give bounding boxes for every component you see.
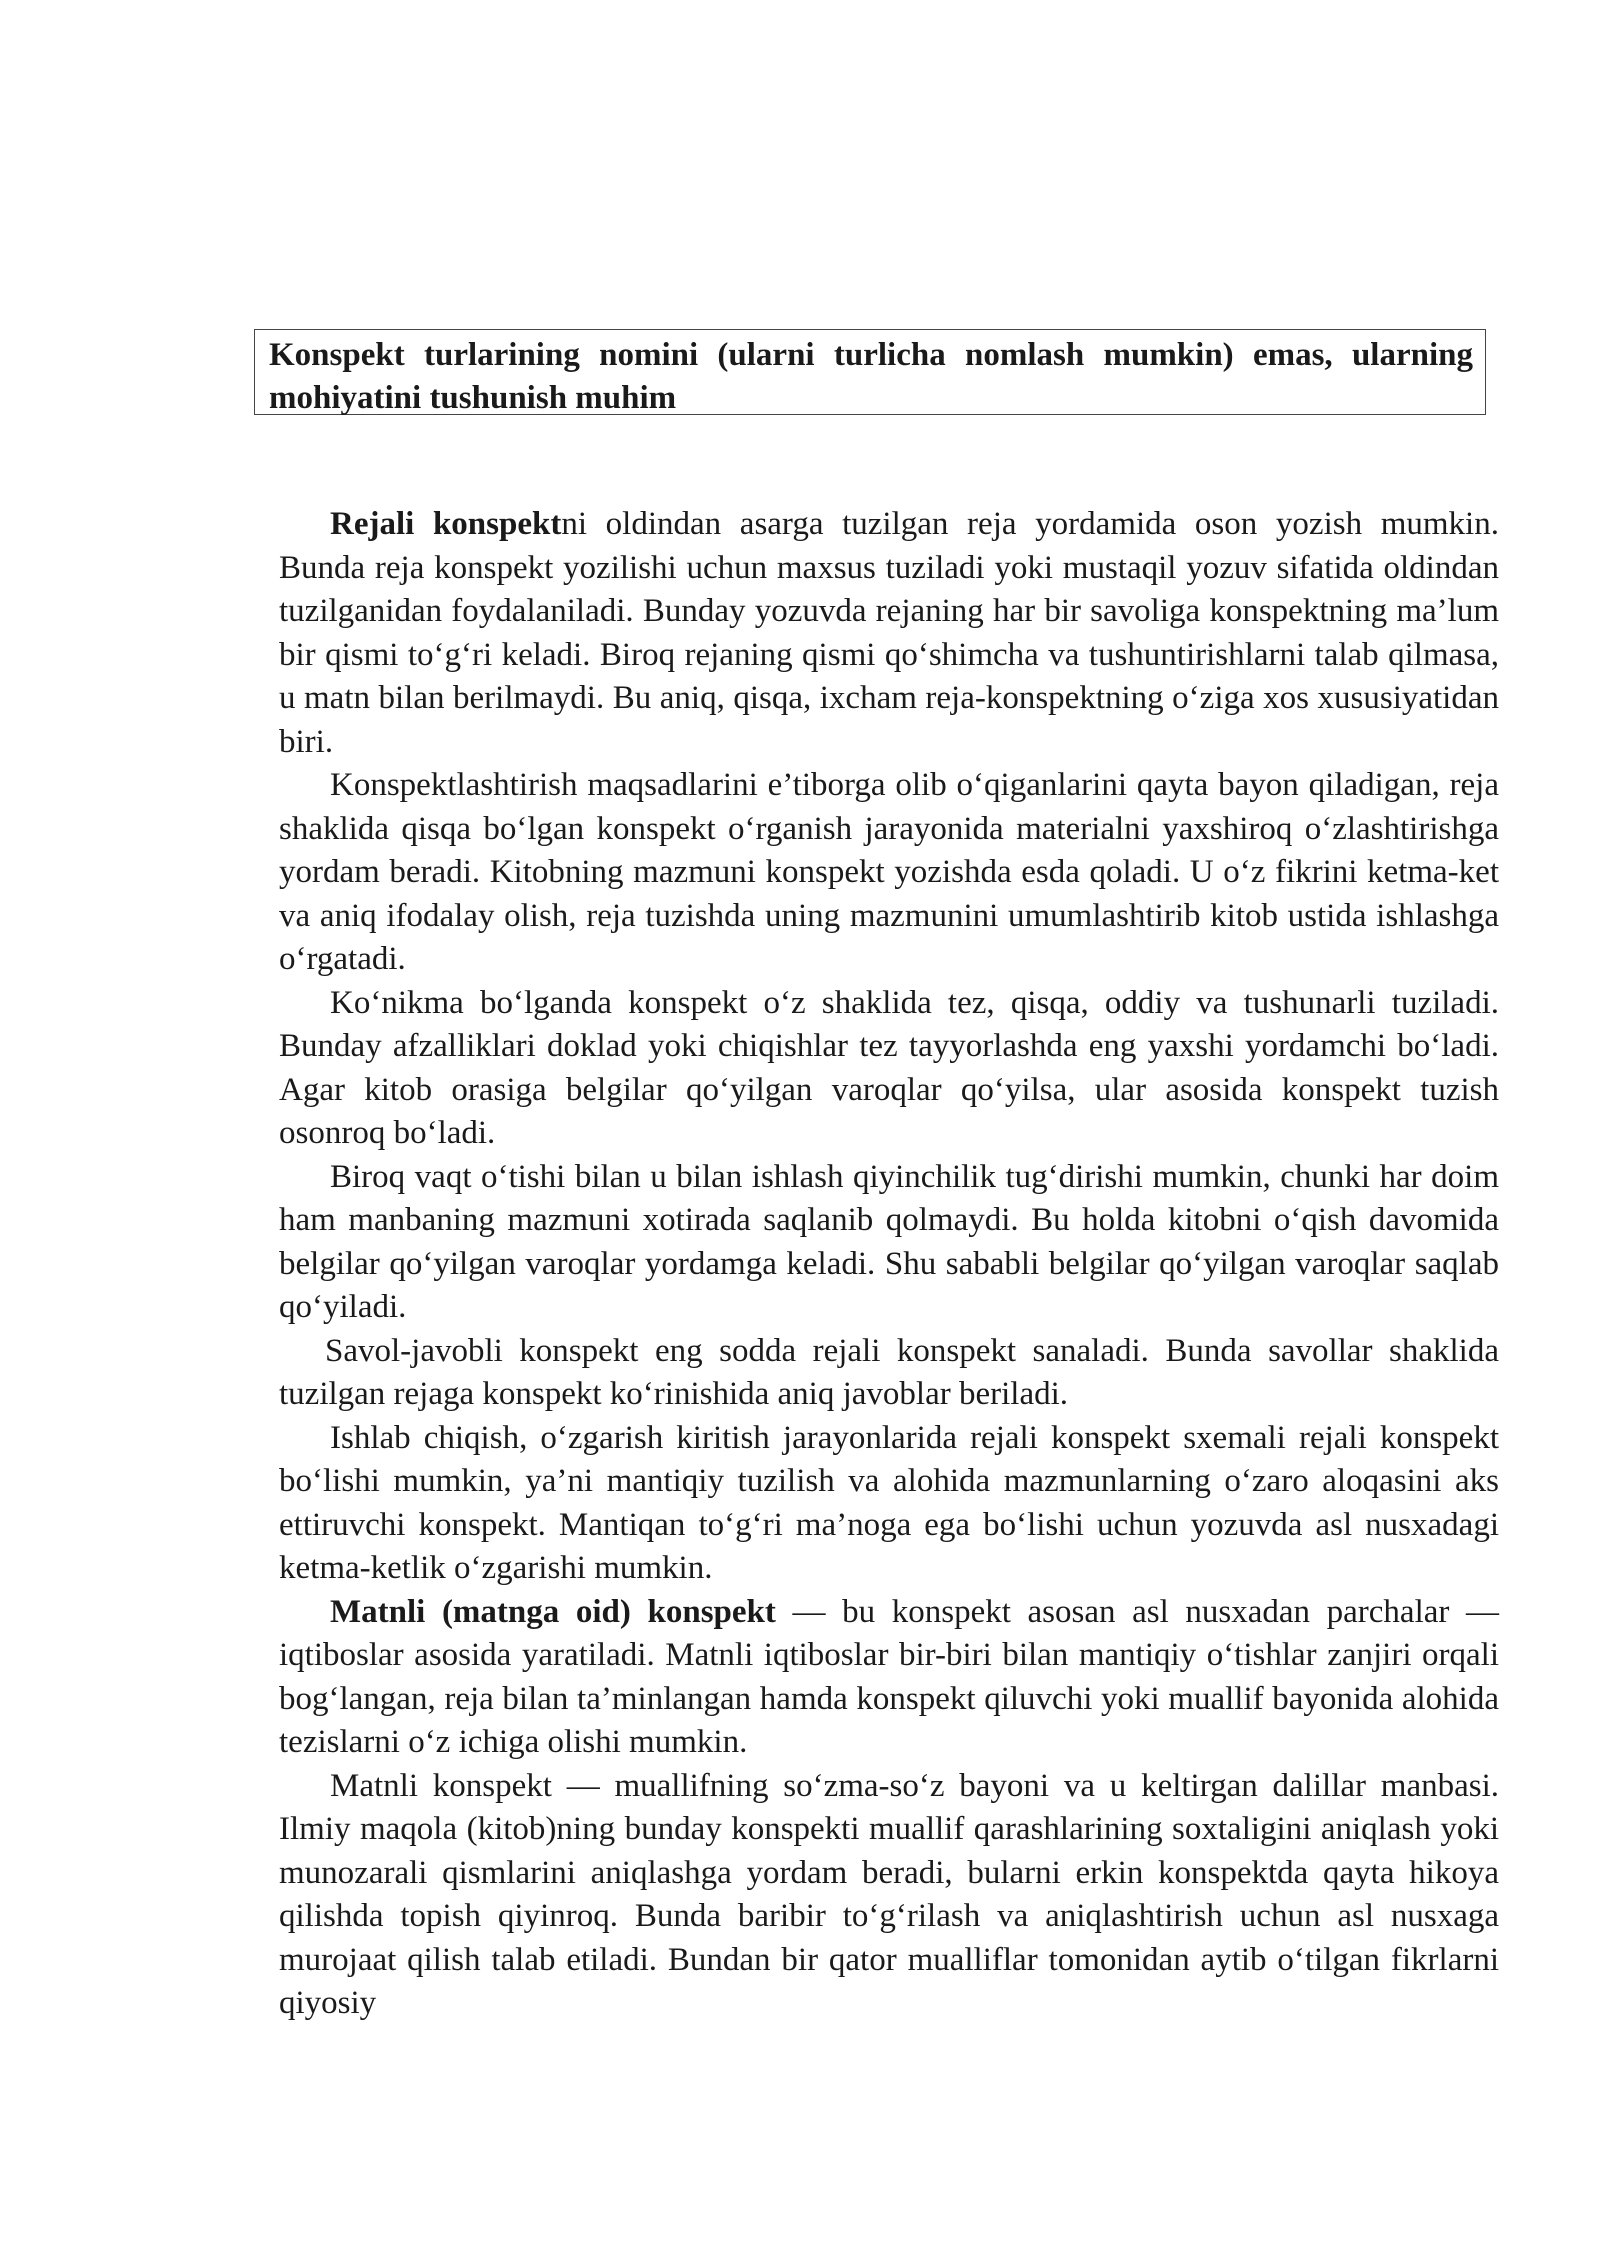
callout-text: Konspekt turlarining nomini (ularni turlicha nomlash mumkin) emas, ularning mohiyatini tushunish muhim xyxy=(269,337,1473,416)
paragraph-text: ni oldindan asarga tuzilgan reja yordamida oson yozish mumkin. Bunda reja konspekt yozilishi uchun maxsus tuziladi yoki mustaqil yozuv sifatida oldindan tuzilganidan foydalaniladi. Bunday yozuvda rejaning har bir savoliga konspektning ma’lum bir qismi to‘g‘ri keladi. Biroq rejaning qismi qo‘shimcha va tushuntirishlarni talab qilmasa, u matn bilan berilmaydi. Bu aniq, qisqa, ixcham reja-konspektning o‘ziga xos xususiyatidan biri. xyxy=(279,506,1499,760)
paragraph xyxy=(279,982,1499,1156)
paragraph-matnli xyxy=(279,1591,1499,1765)
document-body xyxy=(279,503,1499,2026)
callout-box xyxy=(254,329,1486,415)
paragraph xyxy=(279,1417,1499,1591)
paragraph xyxy=(279,1330,1499,1417)
paragraph-text: — bu konspekt asosan asl nusxadan parchalar — iqtiboslar asosida yaratiladi. Matnli iqtiboslar bir-biri bilan mantiqiy o‘tishlar zanjiri orqali bog‘langan, reja bilan ta’minlangan hamda konspekt qiluvchi yoki muallif bayonida alohida tezislarni o‘z ichiga olishi mumkin. xyxy=(279,1593,1499,1760)
paragraph-rejali xyxy=(279,503,1499,764)
paragraph-text: Matnli konspekt — muallifning so‘zma-so‘z bayoni va u keltirgan dalillar manbasi. Ilmiy maqola (kitob)ning bunday konspekti muallif qarashlarining soxtaligini aniqlash yoki munozarali qismlarini aniqlashga yordam beradi, bularni erkin konspektda qayta hikoya qilishda topish qiyinroq. Bunda baribir to‘g‘rilash va aniqlashtirish uchun asl nusxaga murojaat qilish talab etiladi. Bundan bir qator mualliflar tomonidan aytib o‘tilgan fikrlarni qiyosiy xyxy=(279,1767,1499,2021)
term-matnli-konspekt: Matnli (matnga oid) konspekt xyxy=(330,1593,776,1630)
paragraph xyxy=(279,1765,1499,2026)
paragraph-text: Konspektlashtirish maqsadlarini e’tiborga olib o‘qiganlarini qayta bayon qiladigan, reja shaklida qisqa bo‘lgan konspekt o‘rganish jarayonida materialni yaxshiroq o‘zlashtirishga yordam beradi. Kitobning mazmuni konspekt yozishda esda qoladi. U o‘z fikrini ketma-ket va aniq ifodalay olish, reja tuzishda uning mazmunini umumlashtirib kitob ustida ishlashga o‘rgatadi. xyxy=(279,767,1499,977)
paragraph xyxy=(279,764,1499,982)
paragraph-text: Savol-javobli konspekt eng sodda rejali konspekt sanaladi. Bunda savollar shaklida tuzilgan rejaga konspekt ko‘rinishida aniq javoblar beriladi. xyxy=(279,1332,1499,1412)
paragraph xyxy=(279,1156,1499,1330)
paragraph-text: Biroq vaqt o‘tishi bilan u bilan ishlash qiyinchilik tug‘dirishi mumkin, chunki har doim ham manbaning mazmuni xotirada saqlanib qolmaydi. Bu holda kitobni o‘qish davomida belgilar qo‘yilgan varoqlar yordamga keladi. Shu sababli belgilar qo‘yilgan varoqlar saqlab qo‘yiladi. xyxy=(279,1158,1499,1325)
paragraph-text: Ishlab chiqish, o‘zgarish kiritish jarayonlarida rejali konspekt sxemali rejali konspekt bo‘lishi mumkin, ya’ni mantiqiy tuzilish va alohida mazmunlarning o‘zaro aloqasini aks ettiruvchi konspekt. Mantiqan to‘g‘ri ma’noga ega bo‘lishi uchun yozuvda asl nusxadagi ketma-ketlik o‘zgarishi mumkin. xyxy=(279,1419,1499,1586)
term-rejali-konspekt: Rejali konspekt xyxy=(330,506,562,542)
paragraph-text: Ko‘nikma bo‘lganda konspekt o‘z shaklida tez, qisqa, oddiy va tushunarli tuziladi. Bunday afzalliklari doklad yoki chiqishlar tez tayyorlashda eng yaxshi yordamchi bo‘ladi. Agar kitob orasiga belgilar qo‘yilgan varoqlar qo‘yilsa, ular asosida konspekt tuzish osonroq bo‘ladi. xyxy=(279,984,1499,1151)
